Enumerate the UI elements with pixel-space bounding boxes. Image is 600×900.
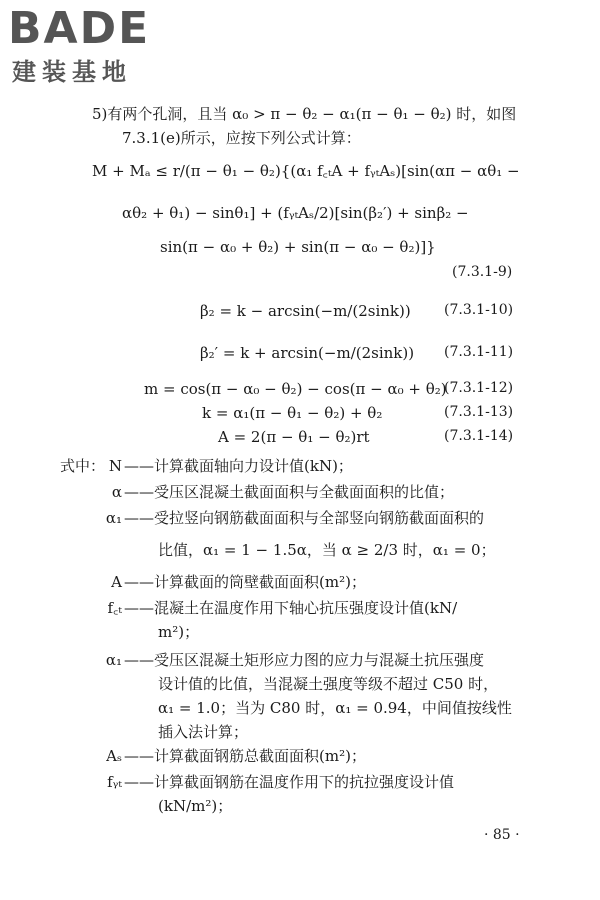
equation-beta2: β₂ = k − arcsin(−m/(2sink)) [200, 302, 411, 320]
equation-main-line-1: M + Mₐ ≤ r/(π − θ₁ − θ₂){(α₁ f꜀ₜA + fᵧₜAₛ)[sin(απ − αθ₁ − [92, 162, 520, 180]
equation-beta2-prime: β₂′ = k + arcsin(−m/(2sink)) [200, 344, 415, 362]
definition-text: (kN/m²)； [158, 797, 233, 815]
intro-line-2: 7.3.1(e)所示，应按下列公式计算： [122, 129, 361, 147]
equation-k: k = α₁(π − θ₁ − θ₂) + θ₂ [202, 404, 383, 422]
equation-number: (7.3.1-14) [444, 428, 514, 444]
definitions-prefix: 式中： [60, 457, 106, 475]
logo-subtitle: 建装基地 [12, 58, 132, 86]
equation-number: (7.3.1-9) [452, 264, 513, 280]
definition-var: α [111, 483, 122, 501]
equation-number: (7.3.1-13) [444, 404, 514, 420]
equation-main-line-2: αθ₂ + θ₁) − sinθ₁] + (fᵧₜAₛ/2)[sin(β₂′) + sinβ₂ − [122, 204, 469, 222]
definition-var: A [111, 573, 122, 591]
definition-var: α₁ [105, 651, 122, 669]
definition-var: α₁ [105, 509, 122, 527]
definition-text: ——计算截面轴向力设计值(kN)； [124, 457, 353, 475]
definition-var: f꜀ₜ [107, 599, 122, 617]
definition-text: 设计值的比值，当混凝土强度等级不超过 C50 时， [158, 675, 499, 693]
equation-number: (7.3.1-12) [444, 380, 514, 396]
logo-brand: BADE [8, 3, 151, 54]
equation-number: (7.3.1-11) [444, 344, 514, 360]
definition-text: 比值，α₁ = 1 − 1.5α，当 α ≥ 2/3 时，α₁ = 0； [158, 541, 496, 559]
page-number: · 85 · [484, 827, 520, 843]
definition-text: ——受拉竖向钢筋截面面积与全部竖向钢筋截面面积的 [124, 509, 485, 527]
definition-text: ——计算截面的筒壁截面面积(m²)； [124, 573, 366, 591]
definition-text: ——受压区混凝土矩形应力图的应力与混凝土抗压强度 [124, 651, 485, 669]
definition-text: ——计算截面钢筋总截面面积(m²)； [124, 747, 366, 765]
equation-number: (7.3.1-10) [444, 302, 514, 318]
definition-text: ——计算截面钢筋在温度作用下的抗拉强度设计值 [124, 773, 455, 791]
definition-text: 插入法计算； [158, 723, 249, 741]
definition-var: Aₛ [106, 747, 122, 765]
definition-var: fᵧₜ [107, 773, 122, 791]
definition-text: ——混凝土在温度作用下轴心抗压强度设计值(kN/ [124, 599, 458, 617]
intro-line-1: 5)有两个孔洞，且当 α₀ > π − θ₂ − α₁(π − θ₁ − θ₂) 时，如图 [92, 105, 517, 123]
logo [8, 3, 183, 92]
equation-main-line-3: sin(π − α₀ + θ₂) + sin(π − α₀ − θ₂)]} [160, 238, 436, 256]
definition-text: m²)； [158, 623, 200, 641]
equation-a: A = 2(π − θ₁ − θ₂)rt [218, 428, 370, 446]
definition-text: α₁ = 1.0；当为 C80 时，α₁ = 0.94，中间值按线性 [158, 699, 512, 717]
definition-var: N [108, 457, 122, 475]
definition-text: ——受压区混凝土截面面积与全截面面积的比值； [124, 483, 455, 501]
equation-m: m = cos(π − α₀ − θ₂) − cos(π − α₀ + θ₂) [144, 380, 447, 398]
